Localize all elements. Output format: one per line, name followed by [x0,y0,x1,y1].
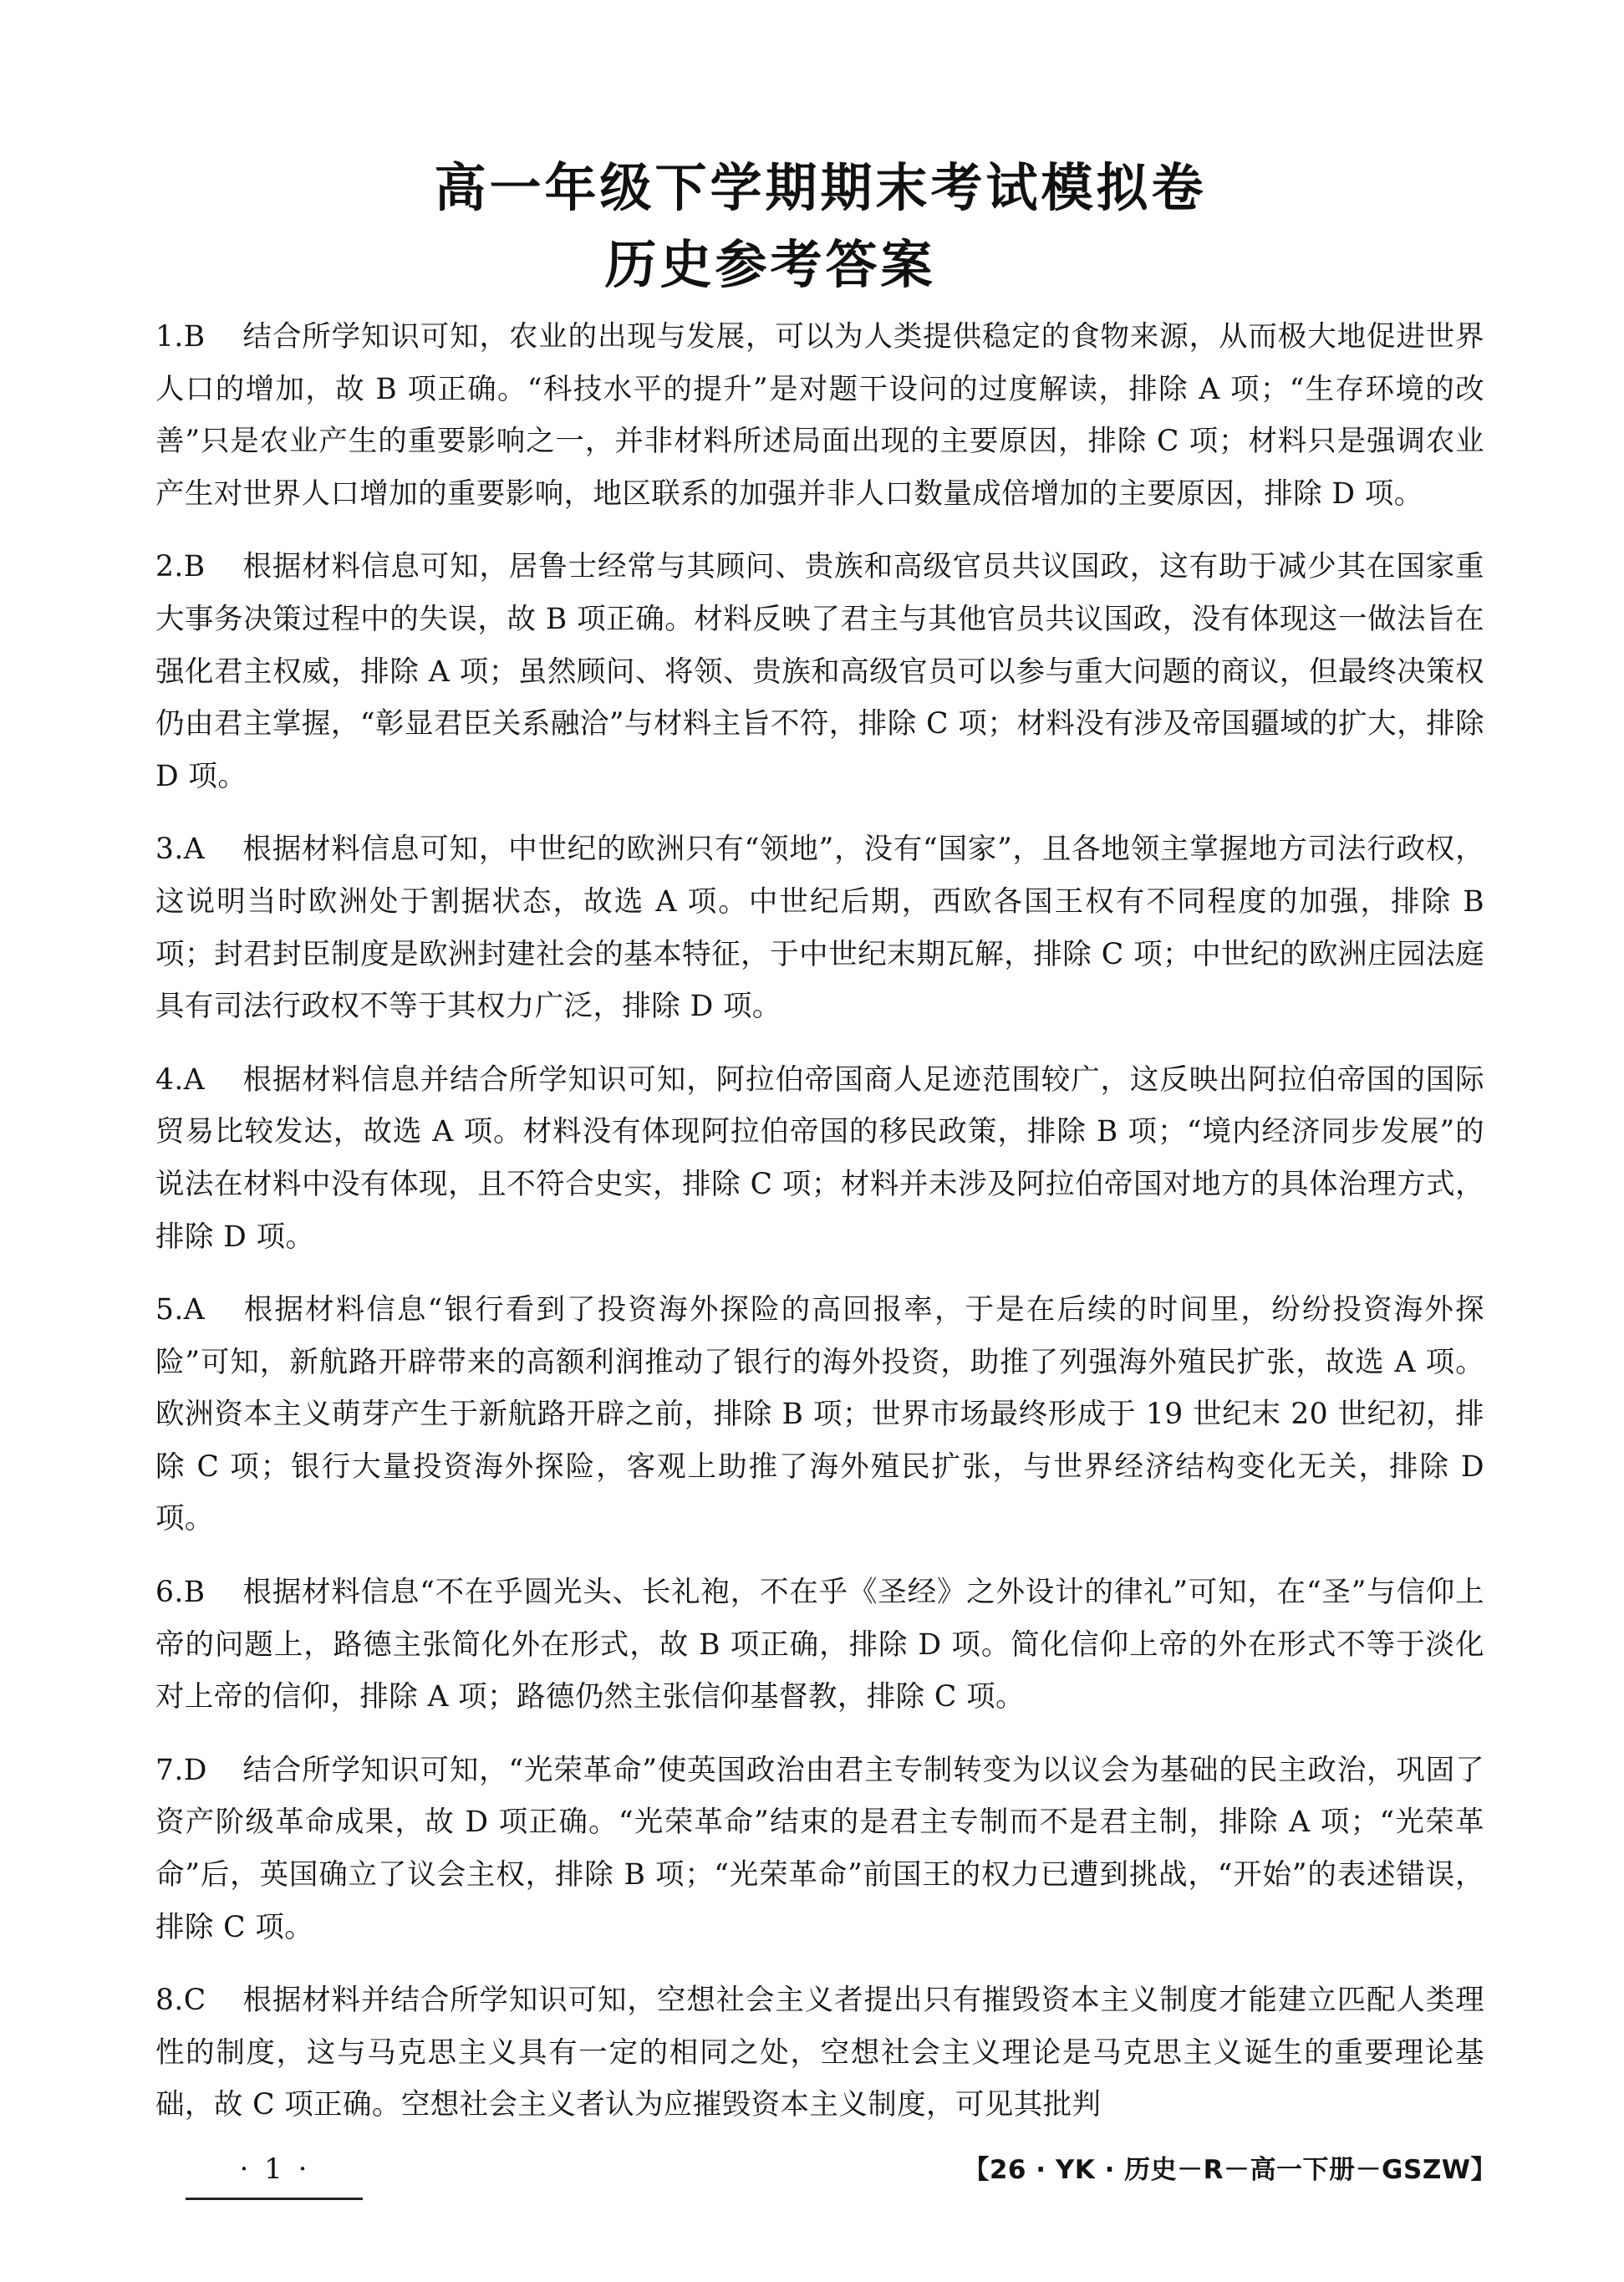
page-title: 高一年级下学期期末考试模拟卷 [434,157,1207,218]
answer-list [155,311,1484,2152]
answer-item-6 [155,1566,1484,1724]
answer-item-7 [155,1745,1484,1953]
page-number: · 1 · [239,2152,311,2186]
answer-number: 1.B [155,320,206,354]
answer-item-1 [155,311,1484,520]
answer-explanation: 根据材料信息并结合所学知识可知，阿拉伯帝国商人足迹范围较广，这反映出阿拉伯帝国的国际贸易比较发达，故选 A 项。材料没有体现阿拉伯帝国的移民政策，排除 B 项；“境内经济同步发展”的说法在材料中没有体现，且不符合史实，排除 C 项；材料并未涉及阿拉伯帝国对地方的具体治理方式，排除 D 项。 [155,1062,1484,1254]
answer-item-3 [155,823,1484,1032]
answer-number: 5.A [155,1293,206,1327]
answer-number: 3.A [155,833,206,867]
answer-number: 2.B [155,550,206,584]
document-code: 【26 · YK · 历史－R－高一下册－GSZW】 [963,2155,1497,2185]
page-subtitle: 历史参考答案 [604,234,936,295]
answer-explanation: 结合所学知识可知，农业的出现与发展，可以为人类提供稳定的食物来源，从而极大地促进世界人口的增加，故 B 项正确。“科技水平的提升”是对题干设问的过度解读，排除 A 项；“生存环境的改善”只是农业产生的重要影响之一，并非材料所述局面出现的主要原因，排除 C 项；材料只是强调农业产生对世界人口增加的重要影响，地区联系的加强并非人口数量成倍增加的主要原因，排除 D 项。 [155,320,1484,511]
answer-number: 7.D [155,1753,207,1787]
answer-number: 4.A [155,1062,206,1097]
answer-explanation: 根据材料信息“银行看到了投资海外探险的高回报率，于是在后续的时间里，纷纷投资海外探险”可知，新航路开辟带来的高额利润推动了银行的海外投资，助推了列强海外殖民扩张，故选 A 项。欧洲资本主义萌芽产生于新航路开辟之前，排除 B 项；世界市场最终形成于 19 世纪末 20 世纪初，排除 C 项；银行大量投资海外探险，客观上助推了海外殖民扩张，与世界经济结构变化无关，排除 D 项。 [155,1293,1484,1536]
answer-explanation: 根据材料信息可知，中世纪的欧洲只有“领地”，没有“国家”，且各地领主掌握地方司法行政权，这说明当时欧洲处于割据状态，故选 A 项。中世纪后期，西欧各国王权有不同程度的加强，排除 B 项；封君封臣制度是欧洲封建社会的基本特征，于中世纪末期瓦解，排除 C 项；中世纪的欧洲庄园法庭具有司法行政权不等于其权力广泛，排除 D 项。 [155,833,1484,1024]
answer-explanation: 根据材料信息可知，居鲁士经常与其顾问、贵族和高级官员共议国政，这有助于减少其在国家重大事务决策过程中的失误，故 B 项正确。材料反映了君主与其他官员共议国政，没有体现这一做法旨在强化君主权威，排除 A 项；虽然顾问、将领、贵族和高级官员可以参与重大问题的商议，但最终决策权仍由君主掌握，“彰显君臣关系融洽”与材料主旨不符，排除 C 项；材料没有涉及帝国疆域的扩大，排除 D 项。 [155,550,1484,793]
answer-explanation: 结合所学知识可知，“光荣革命”使英国政治由君主专制转变为以议会为基础的民主政治，巩固了资产阶级革命成果，故 D 项正确。“光荣革命”结束的是君主专制而不是君主制，排除 A 项；“光荣革命”后，英国确立了议会主权，排除 B 项；“光荣革命”前国王的权力已遭到挑战，“开始”的表述错误，排除 C 项。 [155,1753,1484,1944]
answer-number: 8.C [155,1984,206,2018]
answer-number: 6.B [155,1576,206,1610]
answer-item-4 [155,1054,1484,1263]
answer-explanation: 根据材料信息“不在乎圆光头、长礼袍，不在乎《圣经》之外设计的律礼”可知，在“圣”与信仰上帝的问题上，路德主张简化外在形式，故 B 项正确，排除 D 项。简化信仰上帝的外在形式不等于淡化对上帝的信仰，排除 A 项；路德仍然主张信仰基督教，排除 C 项。 [155,1576,1484,1714]
answer-explanation: 根据材料并结合所学知识可知，空想社会主义者提出只有摧毁资本主义制度才能建立匹配人类理性的制度，这与马克思主义具有一定的相同之处，空想社会主义理论是马克思主义诞生的重要理论基础，故 C 项正确。空想社会主义者认为应摧毁资本主义制度，可见其批判 [155,1984,1484,2122]
page-number-underline [186,2198,363,2200]
answer-item-2 [155,541,1484,802]
answer-item-8 [155,1974,1484,2132]
answer-item-5 [155,1284,1484,1546]
